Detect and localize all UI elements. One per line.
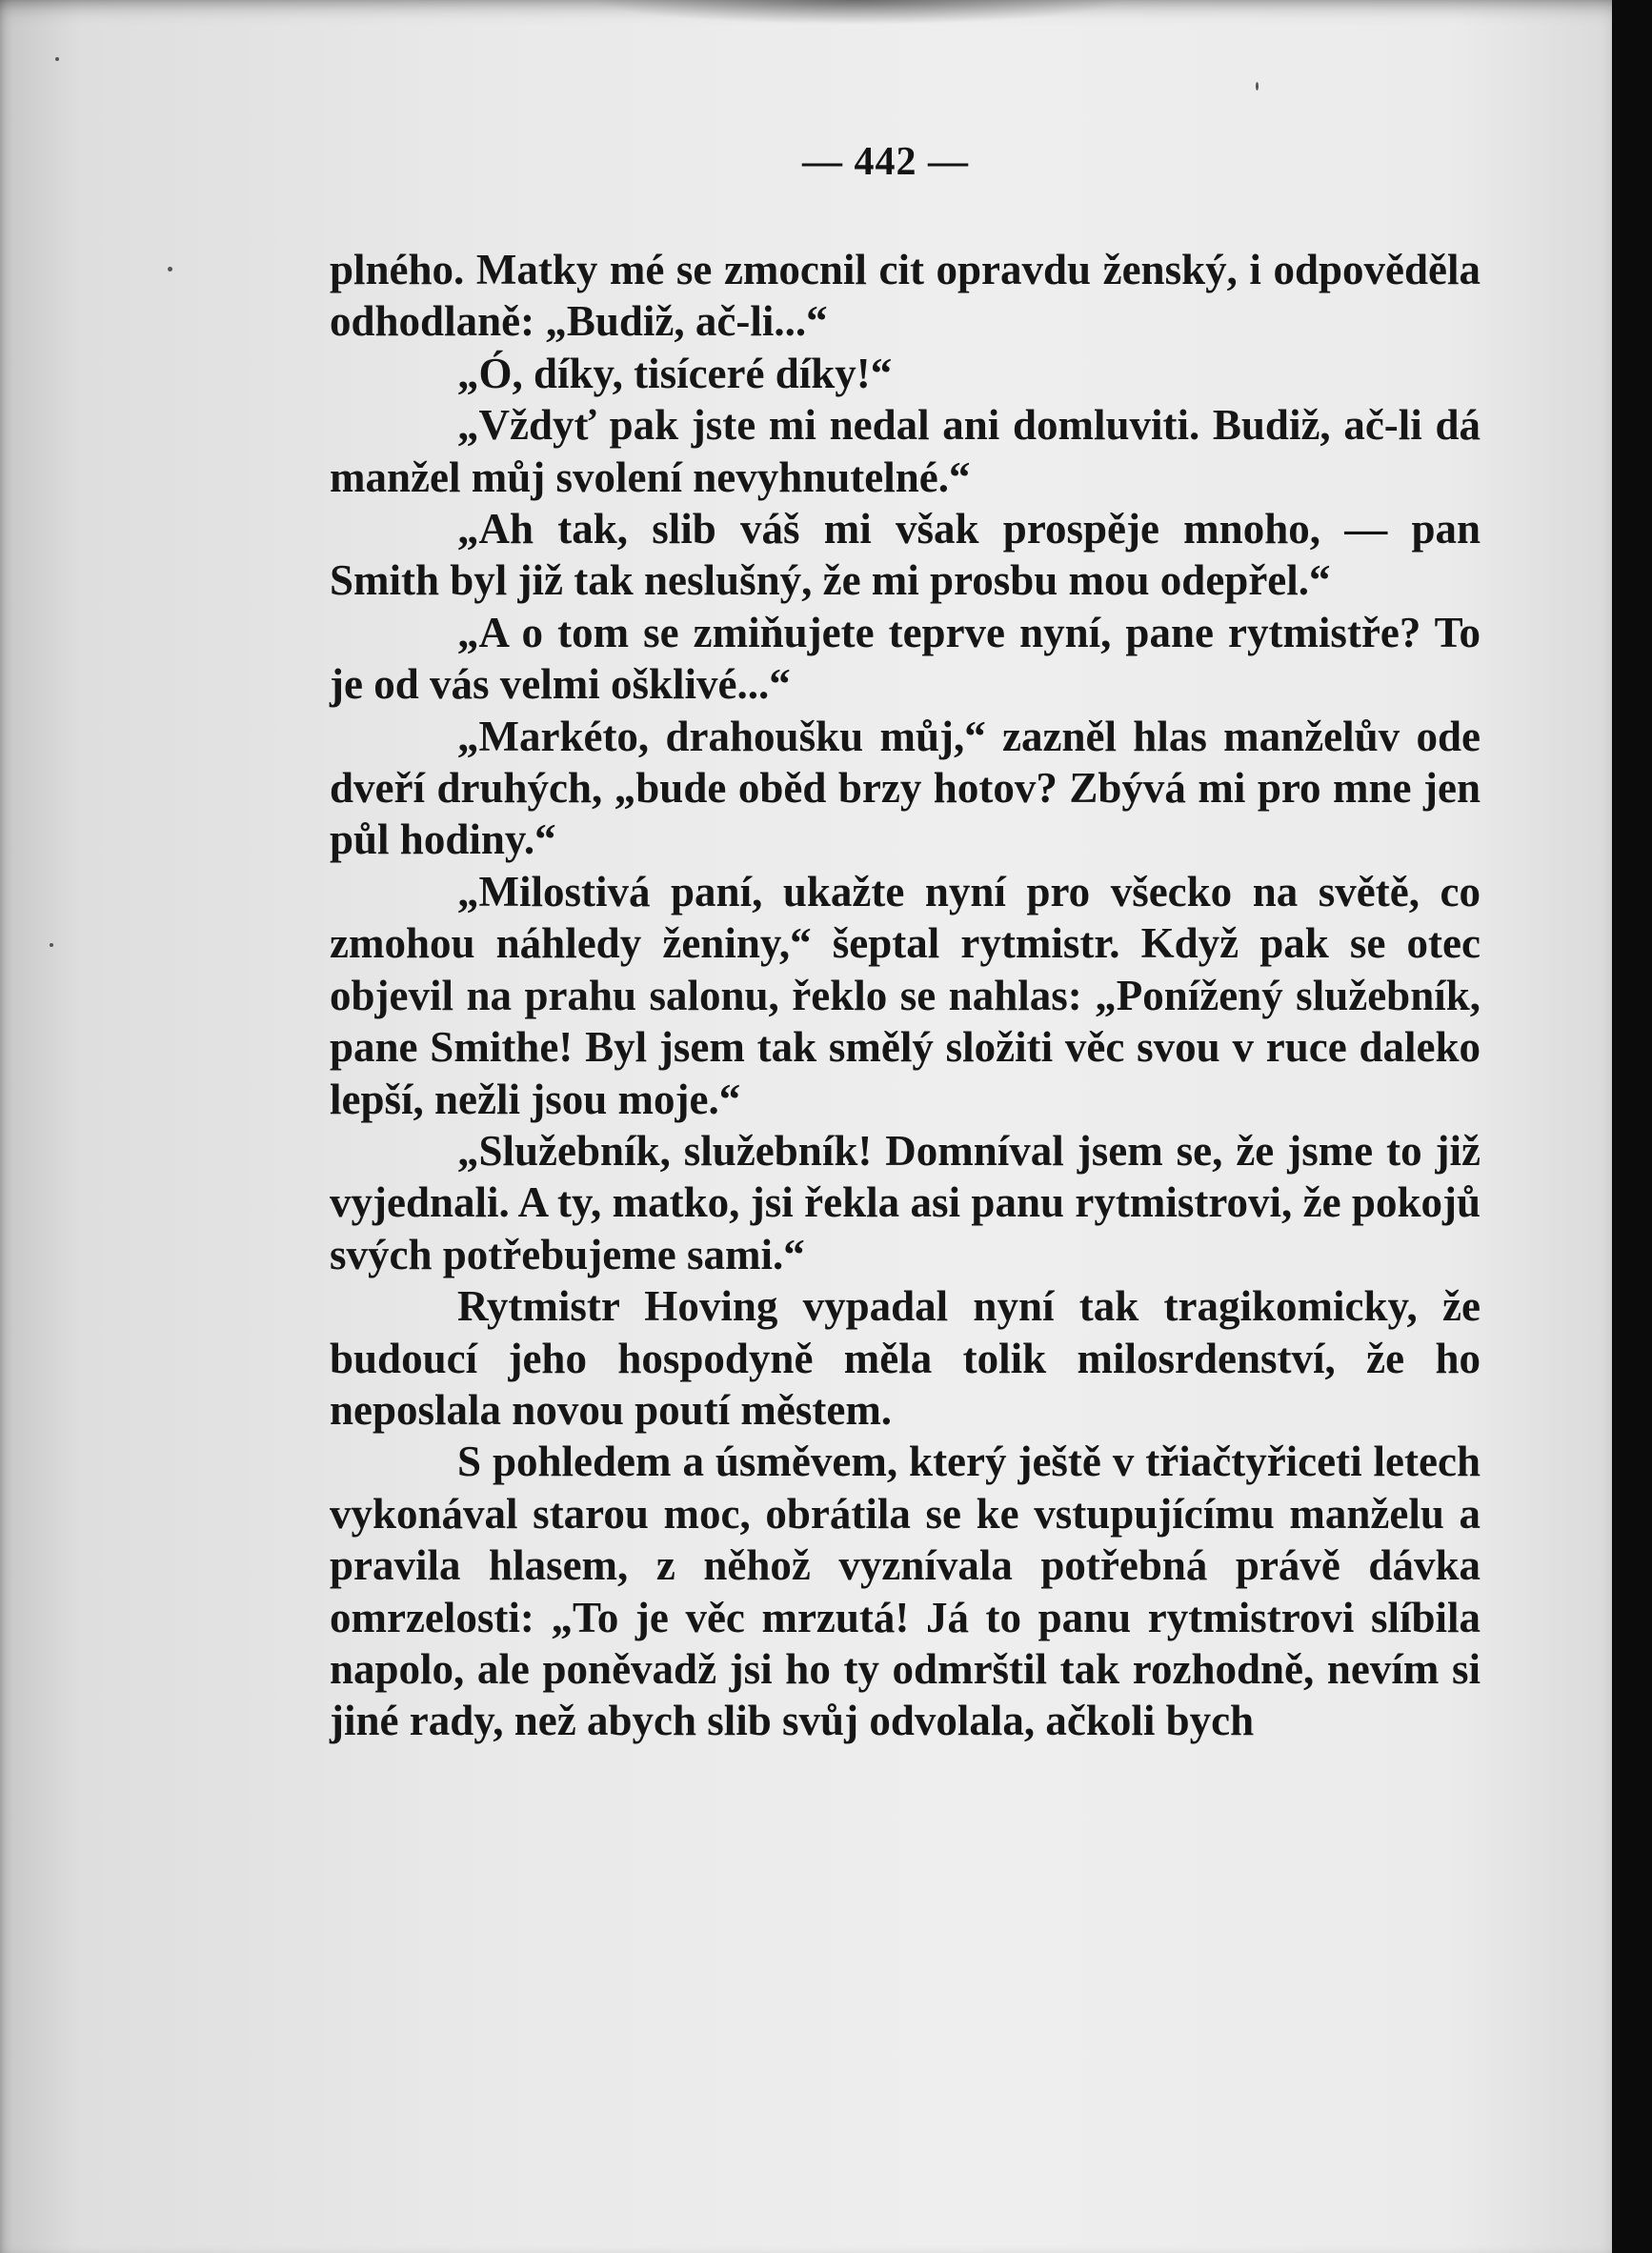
paragraph: „Markéto, drahoušku můj,“ zazněl hlas manželův ode dveří druhých, „bude oběd brzy hotov? Zbývá mi pro mne jen půl hodiny.“: [330, 712, 1481, 864]
scan-speck: [168, 267, 172, 272]
scan-speck: [50, 943, 53, 947]
scan-speck: [1256, 82, 1259, 91]
paragraph: „Vždyť pak jste mi nedal ani domluviti. Budiž, ač-li dá manžel můj svolení nevyhnutelné.“: [330, 401, 1481, 501]
paragraph: „Milostivá paní, ukažte nyní pro všecko na světě, co zmohou náhledy ženiny,“ šeptal rytmistr. Když pak se otec objevil na prahu salonu, řeklo se nahlas: „Ponížený služebník, pane Smithe! Byl jsem tak smělý složiti věc svou v ruce daleko lepší, nežli jsou moje.“: [330, 867, 1481, 1123]
scan-shadow: [591, 0, 1124, 25]
body-text: [330, 244, 1481, 1747]
paragraph: plného. Matky mé se zmocnil cit opravdu ženský, i odpověděla odhodlaně: „Budiž, ač-li...“: [330, 246, 1481, 346]
paragraph: „Ah tak, slib váš mi však prospěje mnoho, — pan Smith byl již tak neslušný, že mi prosbu mou odepřel.“: [330, 505, 1481, 605]
paragraph: „A o tom se zmiňujete teprve nyní, pane rytmistře? To je od vás velmi ošklivé...“: [330, 608, 1481, 709]
page-number: — 442 —: [802, 140, 969, 184]
paragraph: „Ó, díky, tisíceré díky!“: [457, 349, 893, 397]
paragraph: „Služebník, služebník! Domníval jsem se, že jsme to již vyjednali. A ty, matko, jsi řekla asi panu rytmistrovi, že pokojů svých potřebujeme sami.“: [330, 1126, 1481, 1278]
scan-border: [1612, 0, 1652, 2253]
scan-speck: [55, 57, 59, 61]
paragraph: S pohledem a úsměvem, který ještě v třiačtyřiceti letech vykonával starou moc, obrátila se ke vstupujícímu manželu a pravila hlasem, z něhož vyznívala potřebná právě dávka omrzelosti: „To je věc mrzutá! Já to panu rytmistrovi slíbila napolo, ale poněvadž jsi ho ty odmrštil tak rozhodně, nevím si jiné rady, než abych slib svůj odvolala, ačkoli bych: [330, 1438, 1481, 1745]
paragraph: Rytmistr Hoving vypadal nyní tak tragikomicky, že budoucí jeho hospodyně měla tolik milosrdenství, že ho neposlala novou poutí městem.: [330, 1282, 1481, 1434]
